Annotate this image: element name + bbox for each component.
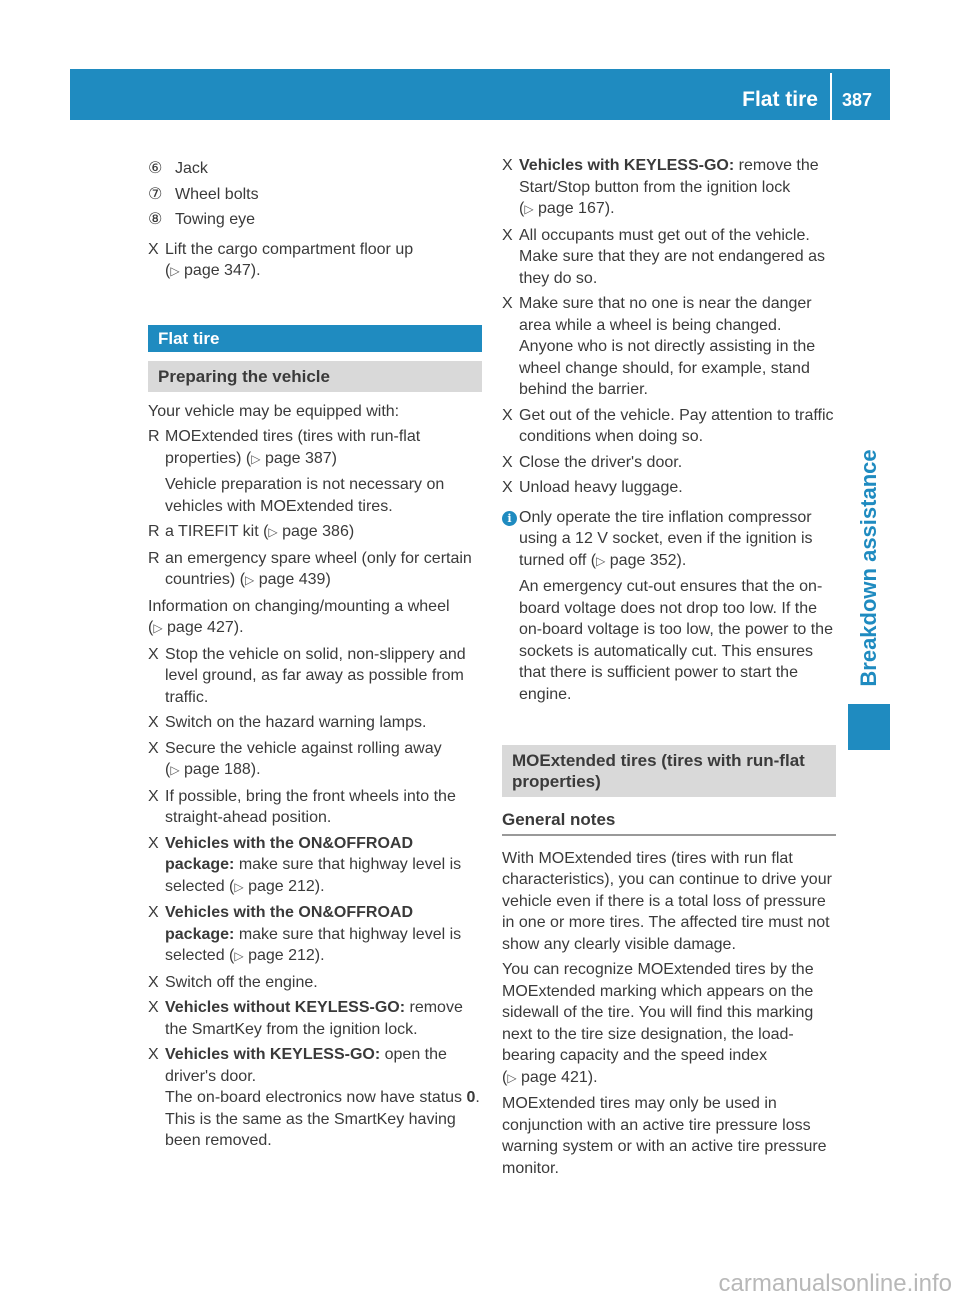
step-text: Make sure that no one is near the danger area while a wheel is being changed. Anyone who is not directly assisting in the wheel change should, for example, stand behind the barrier. bbox=[519, 295, 816, 398]
step-text: If possible, bring the front wheels into the straight-ahead position. bbox=[165, 787, 456, 826]
step-item bbox=[148, 644, 482, 709]
step-marker: X bbox=[148, 787, 159, 805]
step-text: Unload heavy luggage. bbox=[519, 479, 683, 496]
step-marker: X bbox=[148, 999, 159, 1016]
step-text: make sure that highway level is selected ( bbox=[165, 925, 462, 964]
step-text: make sure that highway level is selected ( bbox=[165, 856, 462, 895]
step-item bbox=[502, 225, 836, 290]
step-text: Close the driver's door. bbox=[519, 453, 683, 471]
step-text: Secure the vehicle against rolling away bbox=[165, 739, 442, 757]
page-ref: page 212). bbox=[248, 947, 325, 964]
step-marker: X bbox=[502, 479, 513, 496]
step-item bbox=[148, 1044, 482, 1152]
legend-text: Towing eye bbox=[175, 211, 256, 228]
step-item bbox=[148, 786, 482, 829]
page-ref-arrow-icon: ▷ bbox=[268, 525, 278, 539]
heading-general-notes: General notes bbox=[502, 809, 836, 836]
step-condition: Vehicles without KEYLESS-GO: bbox=[165, 999, 406, 1016]
info-text: An emergency cut-out ensures that the on-board voltage does not drop too low. If the on-board voltage is too low, the power to the sockets is automatically cut. This ensures that there is sufficient power to start the engine. bbox=[519, 578, 833, 703]
step-item bbox=[148, 902, 482, 968]
step-item bbox=[148, 972, 482, 994]
bullet-item bbox=[148, 548, 482, 592]
info-text: Only operate the tire inflation compressor using a 12 V socket, even if the ignition is turned off ( bbox=[519, 508, 813, 569]
step-marker: X bbox=[502, 157, 513, 174]
step-item bbox=[148, 712, 482, 734]
step-marker: X bbox=[148, 645, 159, 663]
step-item bbox=[502, 405, 836, 448]
side-tab-label: Breakdown assistance bbox=[856, 449, 881, 687]
step-condition: Vehicles with KEYLESS-GO: bbox=[519, 157, 735, 174]
intro-text: Your vehicle may be equipped with: bbox=[148, 402, 400, 420]
page-ref-arrow-icon: ▷ bbox=[234, 879, 244, 894]
page-ref: page 427). bbox=[167, 619, 244, 636]
step-text: Lift the cargo compartment floor up bbox=[165, 240, 414, 258]
bullet-text: an emergency spare wheel (only for certain countries) ( bbox=[165, 549, 472, 588]
bullet-text: MOExtended tires (tires with run-flat properties) ( bbox=[165, 428, 421, 467]
bullet-marker: R bbox=[148, 428, 160, 445]
step-item bbox=[502, 477, 836, 499]
step-note: The on-board electronics now have status bbox=[165, 1089, 467, 1106]
page-ref-arrow-icon: ▷ bbox=[234, 949, 244, 963]
status-value: 0 bbox=[466, 1089, 476, 1106]
page-ref: page 352). bbox=[609, 551, 687, 569]
step-item: X Secure the vehicle against rolling away (▷ page 188). bbox=[148, 738, 482, 782]
step-item bbox=[148, 833, 482, 899]
step-marker: X bbox=[502, 226, 513, 244]
page-ref: page 387) bbox=[264, 449, 337, 467]
page-ref: page 188). bbox=[184, 761, 261, 778]
step-marker: X bbox=[148, 714, 159, 731]
side-tab-marker bbox=[848, 704, 890, 750]
step-text: remove the Start/Stop button from the ignition lock bbox=[519, 157, 819, 196]
step-text: Switch on the hazard warning lamps. bbox=[165, 714, 427, 731]
legend-number: ⑦ bbox=[148, 185, 163, 203]
page-title: Flat tire bbox=[742, 88, 818, 111]
legend-number: ⑥ bbox=[148, 160, 163, 177]
step-item bbox=[148, 997, 482, 1040]
bullet-note bbox=[148, 474, 482, 517]
info-note-continued bbox=[502, 576, 836, 705]
page-ref-arrow-icon: ▷ bbox=[245, 573, 255, 587]
step-item: X Lift the cargo compartment floor up (▷ page 347). bbox=[148, 239, 482, 283]
bullet-item bbox=[148, 426, 482, 470]
page-ref-arrow-icon: ▷ bbox=[596, 553, 606, 568]
bullet-note-text: Vehicle preparation is not necessary on vehicles with MOExtended tires. bbox=[165, 476, 445, 515]
page-ref-arrow-icon: ▷ bbox=[251, 451, 261, 466]
left-column: ⑥ Jack ⑦ Wheel bolts ⑧ Towing eye X Lift the cargo compartment floor up (▷ page 347). Flat tire Preparing the vehicle Your vehicle may be equipped with: R MOExtended tires (tires with run-flat properties) (▷ page 387) Vehicle preparation is not necessary on vehicles with MOExtended tires. R a TIREFIT kit (▷ page 386) R an emergency spare wheel (only for certain countries) (▷ page 439) Information on changing/mounting a wheel (▷ page 427). X Stop the vehicle on solid, non-slippery and level ground, as far away as possible from traffic. X Switch on the hazard warning lamps. X Secure the vehicle against rolling away (▷ page 188). X If possible, bring the front wheels into the straight-ahead position. X Vehicles with the ON&OFFROAD package: make sure that highway level is selected (▷ page 212). X Vehicles with the ON&OFFROAD package: make sure that highway level is selected (▷ page 212). X Switch off the engine. X Vehicles without KEYLESS-GO: remove the SmartKey from the ignition lock. X Vehicles with KEYLESS-GO: open the driver's door. The on-board electronics now have status 0. This is the same as the SmartKey having been removed. bbox=[148, 158, 482, 1152]
info-text: Information on changing/mounting a wheel bbox=[148, 597, 450, 615]
step-text: open the driver's door. bbox=[165, 1046, 447, 1085]
step-marker: X bbox=[502, 295, 513, 312]
page-ref: page 439) bbox=[258, 571, 331, 588]
step-note: . This is the same as the SmartKey having been removed. bbox=[165, 1089, 480, 1149]
subsection-title: MOExtended tires (tires with run-flat properties) bbox=[502, 745, 836, 797]
legend-text: Wheel bolts bbox=[175, 185, 259, 203]
info-icon: i bbox=[502, 511, 517, 526]
legend-item bbox=[148, 158, 482, 180]
step-marker: X bbox=[148, 240, 159, 258]
step-text: All occupants must get out of the vehicle. Make sure that they are not endangered as they do so. bbox=[519, 226, 825, 287]
bullet-marker: R bbox=[148, 523, 160, 540]
step-marker: X bbox=[148, 1046, 159, 1063]
page-ref: page 347). bbox=[184, 262, 261, 279]
section-title: Flat tire bbox=[148, 325, 482, 352]
step-marker: X bbox=[148, 973, 159, 991]
step-condition: Vehicles with the ON&OFFROAD package: bbox=[165, 904, 414, 943]
step-marker: X bbox=[148, 739, 159, 757]
step-marker: X bbox=[502, 406, 513, 424]
step-item bbox=[502, 452, 836, 474]
page-ref-arrow-icon: ▷ bbox=[170, 763, 180, 777]
bullet-text: a TIREFIT kit ( bbox=[165, 523, 269, 540]
paragraph: You can recognize MOExtended tires by the MOExtended marking which appears on the sidewall of the tire. You will find this marking next to the tire size designation, the load-bearing capacity and the speed index bbox=[502, 961, 814, 1064]
legend-number: ⑧ bbox=[148, 211, 163, 228]
legend-item bbox=[148, 209, 482, 231]
step-text: Get out of the vehicle. Pay attention to traffic conditions when doing so. bbox=[519, 406, 834, 445]
subsection-title: Preparing the vehicle bbox=[148, 361, 482, 392]
info-note bbox=[502, 507, 836, 573]
bullet-item bbox=[148, 521, 482, 544]
step-condition: Vehicles with the ON&OFFROAD package: bbox=[165, 834, 414, 873]
page-ref: page 212). bbox=[248, 877, 325, 895]
right-column: X Vehicles with KEYLESS-GO: remove the Start/Stop button from the ignition lock (▷ page 167). X All occupants must get out of the vehicle. Make sure that they are not endangered as they do so. X Make sure that no one is near the danger area while a wheel is being changed. Anyone who is not directly assisting in the wheel change should, for example, stand behind the barrier. X Get out of the vehicle. Pay attention to traffic conditions when doing so. X Close the driver's door. X Unload heavy luggage. i Only operate the tire inflation compressor using a 12 V socket, even if the ignition is turned off (▷ page 352). An emergency cut-out ensures that the on-board voltage does not drop too low. If the on-board voltage is too low, the power to the sockets is automatically cut. This ensures that there is sufficient power to start the engine. MOExtended tires (tires with run-flat properties) General notes With MOExtended tires (tires with run flat characteristics), you can continue to drive your vehicle even if there is a total loss of pressure in one or more tires. The affected tire must not show any clearly visible damage. You can recognize MOExtended tires by the MOExtended marking which appears on the sidewall of the tire. You will find this marking next to the tire size designation, the load-bearing capacity and the speed index (▷ page 421). MOExtended tires may only be used in conjunction with an active tire pressure loss warning system or with an active tire pressure monitor. bbox=[502, 155, 836, 1179]
page-ref-arrow-icon: ▷ bbox=[507, 1070, 517, 1085]
page-ref-arrow-icon: ▷ bbox=[153, 621, 163, 635]
header-separator bbox=[830, 73, 832, 120]
page-number: 387 bbox=[842, 90, 873, 110]
step-marker: X bbox=[148, 904, 159, 921]
step-text: remove the SmartKey from the ignition lock. bbox=[165, 999, 463, 1038]
page-ref: page 386) bbox=[282, 523, 355, 540]
step-item bbox=[502, 293, 836, 401]
step-item: X Vehicles with KEYLESS-GO: remove the Start/Stop button from the ignition lock (▷ page 167). bbox=[502, 155, 836, 221]
legend-item bbox=[148, 184, 482, 206]
step-text: Stop the vehicle on solid, non-slippery and level ground, as far away as possible from traffic. bbox=[165, 645, 466, 706]
paragraph: MOExtended tires may only be used in conjunction with an active tire pressure loss warning system or with an active tire pressure monitor. bbox=[502, 1095, 827, 1177]
step-text: Switch off the engine. bbox=[165, 973, 318, 991]
step-condition: Vehicles with KEYLESS-GO: bbox=[165, 1046, 381, 1063]
page-ref: page 167). bbox=[538, 200, 615, 217]
page-ref: page 421). bbox=[521, 1068, 598, 1086]
step-marker: X bbox=[148, 834, 159, 852]
page-ref-arrow-icon: ▷ bbox=[524, 202, 534, 216]
legend-text: Jack bbox=[175, 160, 208, 177]
step-marker: X bbox=[502, 453, 513, 471]
paragraph: With MOExtended tires (tires with run flat characteristics), you can continue to drive your vehicle even if there is a total loss of pressure in one or more tires. The affected tire must not show any clearly visible damage. bbox=[502, 849, 832, 953]
watermark: carmanualsonline.info bbox=[718, 1270, 952, 1297]
bullet-marker: R bbox=[148, 549, 160, 567]
page-ref-arrow-icon: ▷ bbox=[170, 264, 180, 278]
